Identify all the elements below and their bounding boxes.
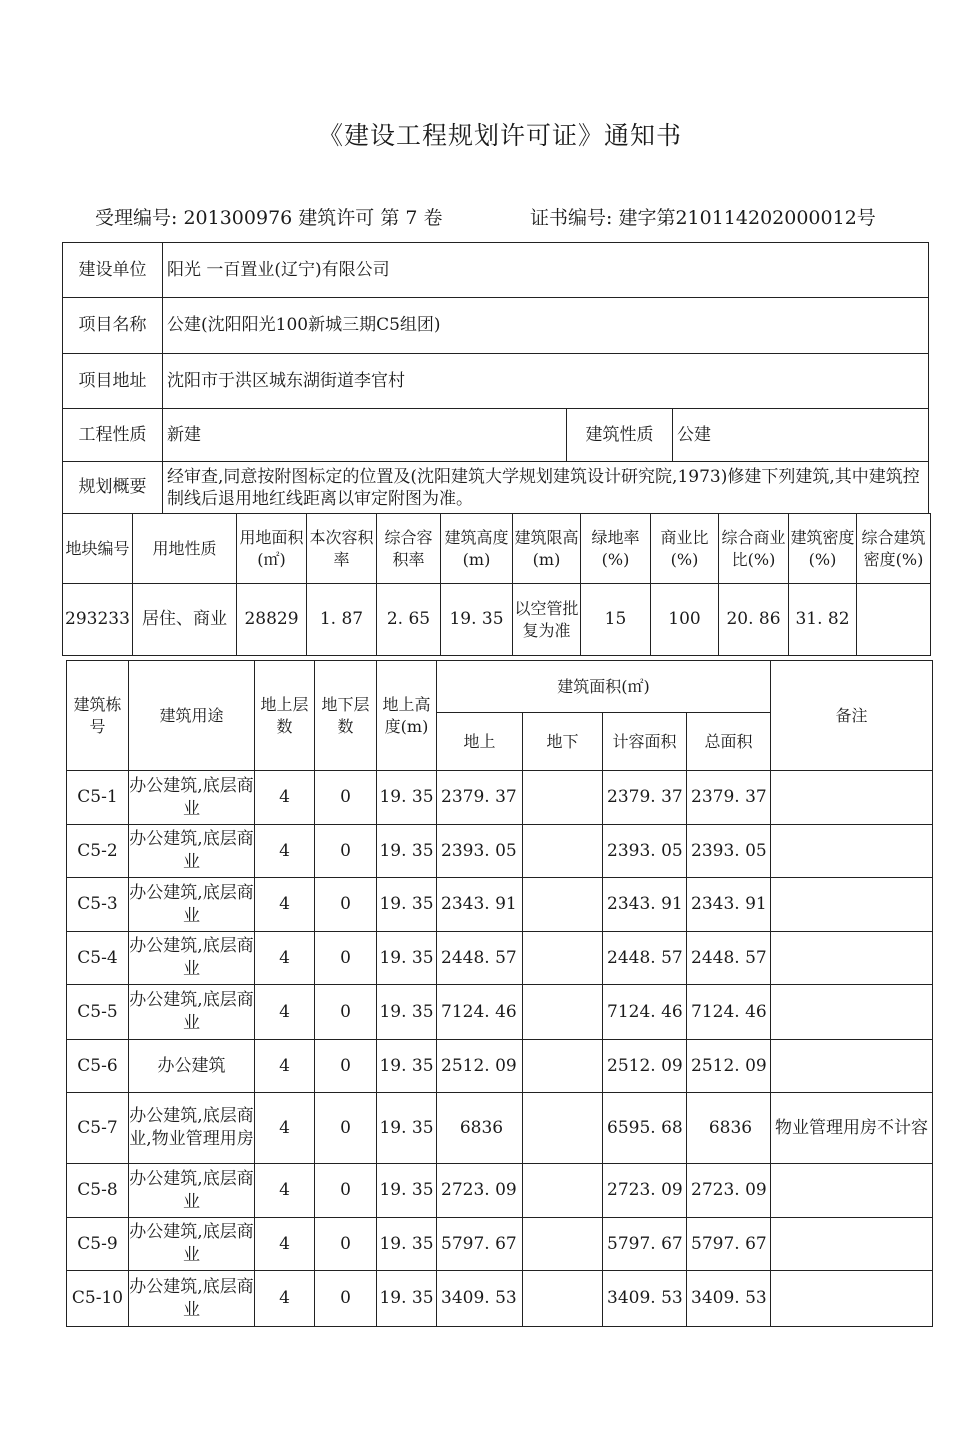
plot-header-id: 地块编号 xyxy=(63,514,133,584)
header-area-above: 地上 xyxy=(437,713,523,771)
building-no: C5-1 xyxy=(67,771,129,825)
area-far: 2379. 37 xyxy=(603,771,687,825)
area-far: 3409. 53 xyxy=(603,1271,687,1327)
plot-header-total-density: 综合建筑密度(%) xyxy=(857,514,931,584)
note xyxy=(771,1271,933,1327)
building-no: C5-4 xyxy=(67,932,129,985)
buildings-table xyxy=(66,660,933,1327)
area-far: 7124. 46 xyxy=(603,985,687,1040)
area-far: 6595. 68 xyxy=(603,1093,687,1164)
area-total: 2379. 37 xyxy=(687,771,771,825)
floors-above: 4 xyxy=(255,771,315,825)
area-below xyxy=(523,771,603,825)
building-no: C5-2 xyxy=(67,825,129,878)
floors-above: 4 xyxy=(255,1164,315,1218)
table-row xyxy=(67,878,933,932)
note xyxy=(771,985,933,1040)
area-far: 2723. 09 xyxy=(603,1164,687,1218)
accept-number xyxy=(95,203,443,230)
area-below xyxy=(523,932,603,985)
table-row xyxy=(67,985,933,1040)
building-no: C5-7 xyxy=(67,1093,129,1164)
area-above: 2512. 09 xyxy=(437,1040,523,1093)
summary-value: 经审查,同意按附图标定的位置及(沈阳建筑大学规划建筑设计研究院,1973)修建下列建筑,其中建筑控制线后退用地红线距离以审定附图为准。 xyxy=(163,462,929,514)
table-row xyxy=(67,825,933,878)
area-below xyxy=(523,1040,603,1093)
height-above: 19. 35 xyxy=(377,771,437,825)
area-total: 5797. 67 xyxy=(687,1218,771,1271)
building-use: 办公建筑,底层商业 xyxy=(129,771,255,825)
floors-below: 0 xyxy=(315,985,377,1040)
note xyxy=(771,1218,933,1271)
building-use: 办公建筑,底层商业 xyxy=(129,1218,255,1271)
building-use: 办公建筑 xyxy=(129,1040,255,1093)
building-use: 办公建筑,底层商业 xyxy=(129,932,255,985)
floors-below: 0 xyxy=(315,1093,377,1164)
floors-above: 4 xyxy=(255,825,315,878)
header-area-total: 总面积 xyxy=(687,713,771,771)
height-above: 19. 35 xyxy=(377,825,437,878)
building-use: 办公建筑,底层商业 xyxy=(129,1164,255,1218)
floors-below: 0 xyxy=(315,771,377,825)
certificate-number-value: 建字第210114202000012号 xyxy=(618,207,876,229)
area-total: 3409. 53 xyxy=(687,1271,771,1327)
plot-far: 1. 87 xyxy=(307,584,377,656)
area-far: 2512. 09 xyxy=(603,1040,687,1093)
project-address-value: 沈阳市于洪区城东湖街道李官村 xyxy=(163,354,929,409)
note: 物业管理用房不计容 xyxy=(771,1093,933,1164)
area-above: 2379. 37 xyxy=(437,771,523,825)
project-nature-value: 新建 xyxy=(163,409,567,462)
plot-header-green-ratio: 绿地率(%) xyxy=(581,514,651,584)
area-above: 5797. 67 xyxy=(437,1218,523,1271)
area-below xyxy=(523,1271,603,1327)
floors-above: 4 xyxy=(255,1040,315,1093)
header-floor-area: 建筑面积(㎡) xyxy=(437,661,771,713)
plot-area: 28829 xyxy=(237,584,307,656)
floors-above: 4 xyxy=(255,1271,315,1327)
area-total: 2723. 09 xyxy=(687,1164,771,1218)
table-row xyxy=(67,1040,933,1093)
building-nature-label: 建筑性质 xyxy=(567,409,673,462)
height-above: 19. 35 xyxy=(377,1164,437,1218)
table-row xyxy=(67,1164,933,1218)
area-far: 2393. 05 xyxy=(603,825,687,878)
floors-above: 4 xyxy=(255,985,315,1040)
certificate-number xyxy=(530,203,876,230)
header-height-above: 地上高度(m) xyxy=(377,661,437,771)
area-total: 2512. 09 xyxy=(687,1040,771,1093)
building-no: C5-9 xyxy=(67,1218,129,1271)
floors-below: 0 xyxy=(315,1271,377,1327)
area-far: 2448. 57 xyxy=(603,932,687,985)
area-below xyxy=(523,1093,603,1164)
note xyxy=(771,1040,933,1093)
area-total: 2343. 91 xyxy=(687,878,771,932)
floors-below: 0 xyxy=(315,932,377,985)
plot-header-far: 本次容积率 xyxy=(307,514,377,584)
table-row xyxy=(67,1218,933,1271)
building-use: 办公建筑,底层商业 xyxy=(129,878,255,932)
table-row xyxy=(67,771,933,825)
area-above: 7124. 46 xyxy=(437,985,523,1040)
plot-density: 31. 82 xyxy=(789,584,857,656)
area-below xyxy=(523,1164,603,1218)
building-use: 办公建筑,底层商业 xyxy=(129,1271,255,1327)
table-row xyxy=(67,932,933,985)
building-no: C5-3 xyxy=(67,878,129,932)
unit-label: 建设单位 xyxy=(63,243,163,298)
note xyxy=(771,1164,933,1218)
project-nature-label: 工程性质 xyxy=(63,409,163,462)
plot-header-landuse: 用地性质 xyxy=(133,514,237,584)
floors-below: 0 xyxy=(315,1164,377,1218)
building-nature-value: 公建 xyxy=(673,409,929,462)
unit-value: 阳光 一百置业(辽宁)有限公司 xyxy=(163,243,929,298)
area-above: 2393. 05 xyxy=(437,825,523,878)
accept-number-label: 受理编号: xyxy=(95,207,178,229)
area-above: 3409. 53 xyxy=(437,1271,523,1327)
plot-commercial-ratio: 100 xyxy=(651,584,719,656)
note xyxy=(771,878,933,932)
table-row xyxy=(67,1271,933,1327)
area-total: 7124. 46 xyxy=(687,985,771,1040)
area-far: 2343. 91 xyxy=(603,878,687,932)
plot-total-far: 2. 65 xyxy=(377,584,441,656)
header-floors-above: 地上层数 xyxy=(255,661,315,771)
summary-label: 规划概要 xyxy=(63,462,163,514)
building-no: C5-5 xyxy=(67,985,129,1040)
plot-table xyxy=(62,513,931,656)
document-title: 《建设工程规划许可证》通知书 xyxy=(317,121,682,150)
note xyxy=(771,825,933,878)
plot-total-commercial-ratio: 20. 86 xyxy=(719,584,789,656)
height-above: 19. 35 xyxy=(377,1093,437,1164)
area-below xyxy=(523,985,603,1040)
note xyxy=(771,771,933,825)
plot-header-commercial-ratio: 商业比(%) xyxy=(651,514,719,584)
area-far: 5797. 67 xyxy=(603,1218,687,1271)
plot-landuse: 居住、商业 xyxy=(133,584,237,656)
building-no: C5-10 xyxy=(67,1271,129,1327)
plot-header-density: 建筑密度(%) xyxy=(789,514,857,584)
plot-green-ratio: 15 xyxy=(581,584,651,656)
building-no: C5-6 xyxy=(67,1040,129,1093)
plot-header-height: 建筑高度(m) xyxy=(441,514,513,584)
table-row xyxy=(67,1093,933,1164)
project-name-value: 公建(沈阳阳光100新城三期C5组团) xyxy=(163,298,929,354)
plot-id: 293233 xyxy=(63,584,133,656)
header-area-far: 计容面积 xyxy=(603,713,687,771)
area-total: 6836 xyxy=(687,1093,771,1164)
height-above: 19. 35 xyxy=(377,1040,437,1093)
area-above: 6836 xyxy=(437,1093,523,1164)
height-above: 19. 35 xyxy=(377,1218,437,1271)
plot-header-height-limit: 建筑限高(m) xyxy=(513,514,581,584)
floors-above: 4 xyxy=(255,1093,315,1164)
building-use: 办公建筑,底层商业,物业管理用房 xyxy=(129,1093,255,1164)
floors-below: 0 xyxy=(315,825,377,878)
area-below xyxy=(523,825,603,878)
area-total: 2393. 05 xyxy=(687,825,771,878)
plot-header-area: 用地面积(㎡) xyxy=(237,514,307,584)
floors-below: 0 xyxy=(315,878,377,932)
height-above: 19. 35 xyxy=(377,985,437,1040)
floors-below: 0 xyxy=(315,1040,377,1093)
accept-number-value: 201300976 建筑许可 第 7 卷 xyxy=(183,207,443,229)
building-use: 办公建筑,底层商业 xyxy=(129,985,255,1040)
plot-height-limit: 以空管批复为准 xyxy=(513,584,581,656)
floors-above: 4 xyxy=(255,932,315,985)
area-total: 2448. 57 xyxy=(687,932,771,985)
plot-header-total-commercial-ratio: 综合商业比(%) xyxy=(719,514,789,584)
height-above: 19. 35 xyxy=(377,1271,437,1327)
header-building-no: 建筑栋号 xyxy=(67,661,129,771)
header-note: 备注 xyxy=(771,661,933,771)
area-above: 2723. 09 xyxy=(437,1164,523,1218)
header-area-below: 地下 xyxy=(523,713,603,771)
building-use: 办公建筑,底层商业 xyxy=(129,825,255,878)
project-info-table xyxy=(62,242,929,514)
certificate-number-label: 证书编号: xyxy=(530,207,613,229)
area-below xyxy=(523,1218,603,1271)
floors-below: 0 xyxy=(315,1218,377,1271)
header-building-use: 建筑用途 xyxy=(129,661,255,771)
project-name-label: 项目名称 xyxy=(63,298,163,354)
plot-total-density xyxy=(857,584,931,656)
project-address-label: 项目地址 xyxy=(63,354,163,409)
floors-above: 4 xyxy=(255,1218,315,1271)
floors-above: 4 xyxy=(255,878,315,932)
plot-header-total-far: 综合容积率 xyxy=(377,514,441,584)
height-above: 19. 35 xyxy=(377,878,437,932)
note xyxy=(771,932,933,985)
header-floors-below: 地下层数 xyxy=(315,661,377,771)
plot-height: 19. 35 xyxy=(441,584,513,656)
area-above: 2448. 57 xyxy=(437,932,523,985)
area-below xyxy=(523,878,603,932)
height-above: 19. 35 xyxy=(377,932,437,985)
building-no: C5-8 xyxy=(67,1164,129,1218)
area-above: 2343. 91 xyxy=(437,878,523,932)
